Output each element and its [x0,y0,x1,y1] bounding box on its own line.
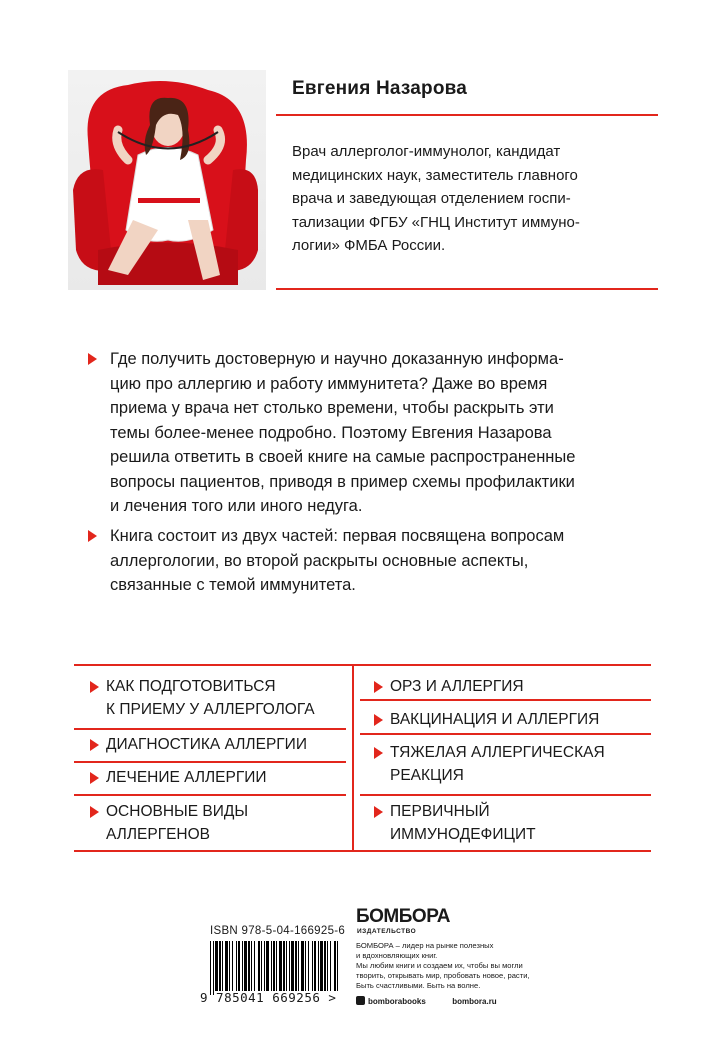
para-line: темы более-менее подробно. Поэтому Евгения Назарова [110,423,552,442]
topic-item [106,675,315,721]
topic-line: ОРЗ И АЛЛЕРГИЯ [390,678,524,695]
publisher-text-line: Мы любим книги и создаем их, чтобы вы могли [356,961,523,970]
barcode-bar [291,941,294,991]
barcode-bar [258,941,260,991]
topic-item [390,741,605,787]
topic-line: ИММУНОДЕФИЦИТ [390,826,536,843]
topic-line: ОСНОВНЫЕ ВИДЫ [106,803,249,820]
topics-divider [74,794,346,796]
publisher-logo: БОМБОРА [356,906,450,927]
description-paragraph-2 [110,524,670,598]
bullet-triangle-icon [88,353,97,365]
publisher-links [356,996,497,1006]
barcode-bar [271,941,272,991]
topic-item [390,800,536,846]
barcode-bar [264,941,265,991]
barcode-bar [312,941,313,991]
barcode-bar [219,941,221,991]
bio-line: медицинских наук, заместитель главного [292,166,578,184]
vk-icon [356,996,365,1005]
publisher-description [356,941,556,991]
bullet-triangle-icon [374,714,383,726]
bullet-triangle-icon [374,681,383,693]
bullet-triangle-icon [90,772,99,784]
barcode-bar [266,941,269,991]
barcode-bar [320,941,323,991]
barcode-bar [244,941,247,991]
barcode-bar [289,941,290,991]
barcode-bar [242,941,243,991]
barcode-bar [232,941,233,991]
publisher-text-line: БОМБОРА – лидер на рынке полезных [356,941,494,950]
barcode-bar [261,941,262,991]
topics-divider [360,794,651,796]
bullet-triangle-icon [90,681,99,693]
topic-line: ЛЕЧЕНИЕ АЛЛЕРГИИ [106,769,267,786]
barcode-bar [273,941,275,991]
barcode-bar [236,941,237,991]
barcode-bar [254,941,255,991]
barcode-bar [215,941,218,991]
description-paragraph-1 [110,347,670,519]
para-line: связанные с темой иммунитета. [110,576,356,594]
barcode-bar [330,941,331,991]
para-line: приема у врача нет столько времени, чтобы раскрыть эти [110,399,554,417]
barcode-bar [248,941,250,991]
topic-item [106,733,307,756]
barcode-bar [276,941,277,991]
topic-line: РЕАКЦИЯ [390,767,464,784]
author-divider-top [276,114,658,116]
topic-item [390,675,524,698]
author-bio [292,140,672,258]
topics-divider [360,699,651,701]
barcode-bar [229,941,230,991]
topics-divider [74,664,651,666]
topic-item [106,766,267,789]
barcode-bar [225,941,228,991]
barcode-bar [286,941,287,991]
site-link[interactable]: bombora.ru [452,997,497,1006]
topics-divider [74,761,346,763]
para-line: решила ответить в своей книге на самые распространенные [110,448,576,466]
barcode [206,941,344,995]
barcode-bar [213,941,214,995]
topic-item [390,708,599,731]
topics-divider [74,728,346,730]
barcode-bar [283,941,285,991]
author-photo [68,70,266,290]
para-line: цию про аллергию и работу иммунитета? Даже во время [110,374,548,393]
para-line: и лечения того или иного недуга. [110,497,363,515]
topic-line: ПЕРВИЧНЫЙ [390,803,490,820]
barcode-bar [279,941,282,991]
barcode-bar [314,941,316,991]
barcode-bar [238,941,240,991]
barcode-bar [210,941,211,995]
topics-divider [74,850,651,852]
bio-line: Врач аллерголог-иммунолог, кандидат [292,143,561,160]
topic-line: ВАКЦИНАЦИЯ И АЛЛЕРГИЯ [390,711,600,728]
isbn-label: ISBN 978-5-04-166925-6 [210,925,346,937]
bullet-triangle-icon [374,806,383,818]
bullet-triangle-icon [374,747,383,759]
topic-line: АЛЛЕРГЕНОВ [106,826,211,843]
barcode-bar [308,941,309,991]
barcode-bar [305,941,306,991]
publisher-logo-subtitle: ИЗДАТЕЛЬСТВО [357,928,417,935]
barcode-bar [298,941,299,991]
vk-link[interactable]: bomborabooks [368,997,426,1006]
publisher-text-line: и вдохновляющих книг. [356,951,438,960]
author-divider-bottom [276,288,658,290]
para-line: Книга состоит из двух частей: первая посвящена вопросам [110,527,565,545]
bullet-triangle-icon [90,806,99,818]
barcode-digits: 9 785041 669256 > [200,990,337,1005]
topic-item [106,800,248,846]
topic-line: ТЯЖЕЛАЯ АЛЛЕРГИЧЕСКАЯ [390,744,605,761]
barcode-bar [222,941,223,991]
barcode-bar [301,941,304,991]
topic-line: КАК ПОДГОТОВИТЬСЯ [106,678,276,695]
barcode-bar [324,941,326,991]
barcode-bar [318,941,319,991]
publisher-text-line: творить, открывать мир, пробовать новое, расти, [356,971,530,980]
para-line: Где получить достоверную и научно доказанную информа- [110,350,564,368]
bullet-triangle-icon [90,739,99,751]
barcode-bar [295,941,297,991]
publisher-text-line: Быть счастливыми. Быть на волне. [356,981,481,990]
author-name: Евгения Назарова [292,78,468,99]
barcode-bar [334,941,336,991]
barcode-bar [327,941,328,991]
bio-line: тализации ФГБУ «ГНЦ Институт иммуно- [292,213,580,231]
barcode-bar [251,941,252,991]
topic-line: К ПРИЕМУ У АЛЛЕРГОЛОГА [106,701,315,718]
para-line: вопросы пациентов, приводя в пример схемы профилактики [110,472,575,491]
barcode-bar [337,941,338,991]
bio-line: врача и заведующая отделением госпи- [292,190,571,207]
topics-column-divider [352,664,354,850]
topic-line: ДИАГНОСТИКА АЛЛЕРГИИ [106,736,307,753]
para-line: аллергологии, во второй раскрыты основные аспекты, [110,551,529,570]
topics-divider [360,733,651,735]
bio-line: логии» ФМБА России. [292,237,446,254]
bullet-triangle-icon [88,530,97,542]
